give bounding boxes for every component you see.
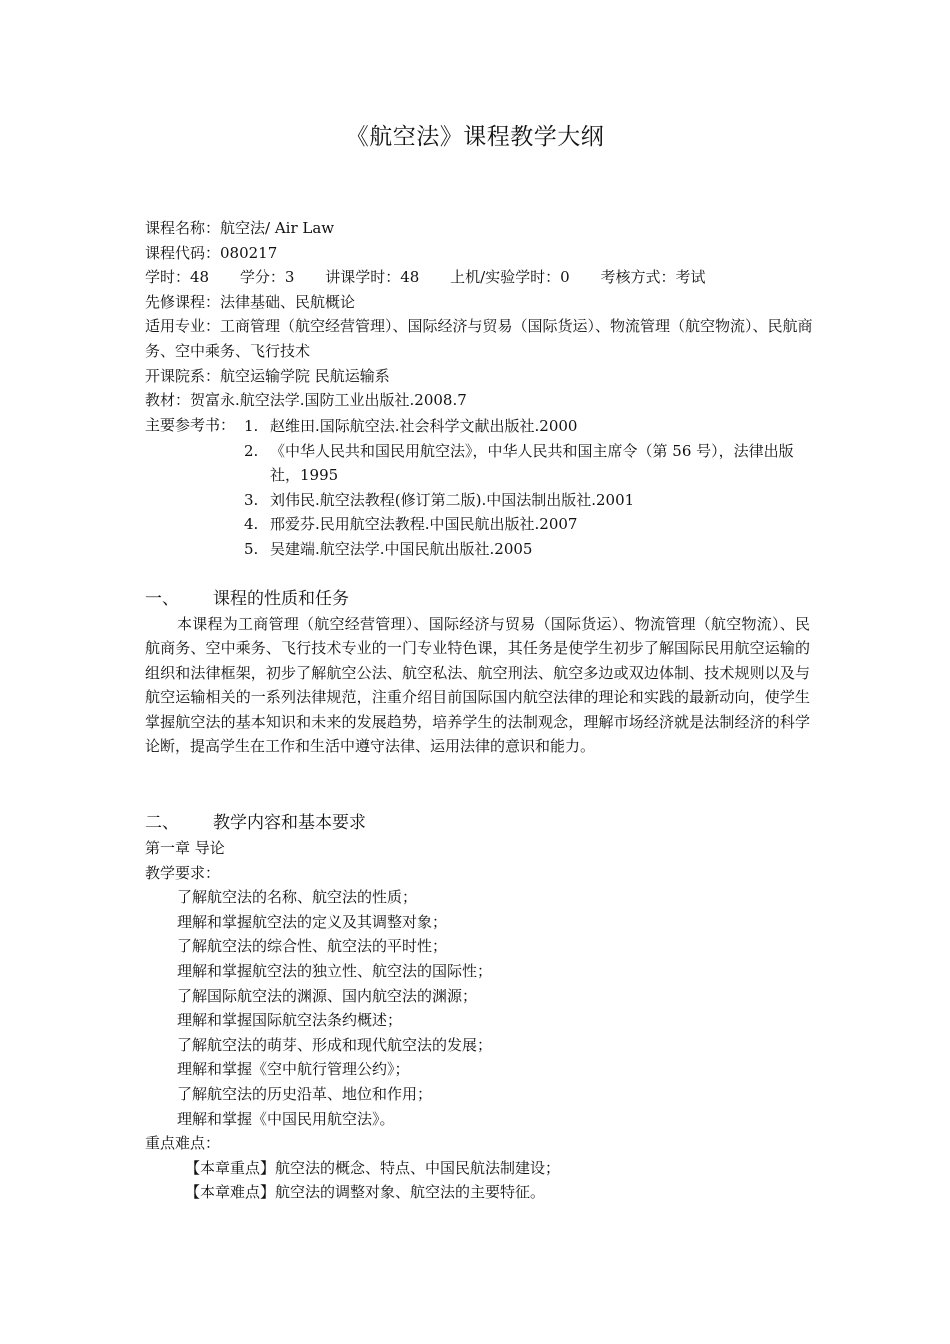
section-body: 本课程为工商管理（航空经营管理）、国际经济与贸易（国际货运）、物流管理（航空物流）、民航商务、空中乘务、飞行技术专业的一门专业特色课，其任务是使学生初步了解国际民用航空运输的组织和法律框架，初步了解航空公法、航空私法、航空刑法、航空多边或双边体制、技术规则以及与航空运输相关的一系列法律规范，注重介绍目前国际国内航空法律的理论和实践的最新动向，使学生掌握航空法的基本知识和未来的发展趋势，培养学生的法制观念，理解市场经济就是法制经济的科学论断，提高学生在工作和生活中遵守法律、运用法律的意识和能力。: [145, 615, 810, 756]
key-point-item: 【本章重点】航空法的概念、特点、中国民航法制建设；: [185, 1158, 561, 1177]
course-name: 课程名称：航空法/ Air Law: [145, 219, 335, 237]
key-points-label: 重点难点：: [145, 1134, 221, 1153]
reference-item: 2. 《中华人民共和国民用航空法》，中华人民共和国主席令（第 56 号），法律出版社，1995: [244, 441, 794, 485]
applicable-majors: 适用专业：工商管理（航空经营管理）、国际经济与贸易（国际货运）、物流管理（航空物流）、民航商务、空中乘务、飞行技术: [145, 317, 813, 360]
requirement-item: 理解和掌握《中国民用航空法》。: [177, 1109, 395, 1128]
key-point-item: 【本章难点】航空法的调整对象、航空法的主要特征。: [185, 1183, 546, 1202]
reference-item: 1. 赵维田.国际航空法.社会科学文献出版社.2000: [244, 417, 578, 435]
references-label: 主要参考书：: [145, 416, 236, 434]
requirement-item: 了解航空法的名称、航空法的性质；: [177, 888, 418, 907]
requirement-item: 理解和掌握国际航空法条约概述；: [177, 1011, 403, 1030]
references: [145, 414, 815, 562]
section-content: [145, 810, 810, 1205]
lab-hours: 上机/实验学时：0: [450, 268, 570, 287]
department: 开课院系：航空运输学院 民航运输系: [145, 366, 390, 385]
document-title: 《航空法》课程教学大纲: [345, 124, 605, 150]
section-heading: 二、 教学内容和基本要求: [145, 813, 366, 833]
course-info: [145, 216, 815, 413]
section-heading: 一、 课程的性质和任务: [145, 589, 349, 609]
requirements-label: 教学要求：: [145, 863, 221, 882]
exam-method: 考核方式：考试: [600, 268, 706, 287]
reference-item: 5. 吴建端.航空法学.中国民航出版社.2005: [244, 539, 533, 558]
prerequisites: 先修课程：法律基础、民航概论: [145, 292, 356, 311]
lecture-hours: 讲课学时：48: [325, 268, 420, 287]
credits: 学分：3: [239, 268, 295, 287]
hours-line: [145, 265, 815, 290]
reference-item: 4. 邢爱芬.民用航空法教程.中国民航出版社.2007: [244, 515, 578, 534]
chapter-title: 第一章 导论: [145, 839, 225, 857]
requirement-item: 了解国际航空法的渊源、国内航空法的渊源；: [177, 986, 478, 1005]
textbook: 教材：贺富永.航空法学.国防工业出版社.2008.7: [145, 391, 467, 410]
section-nature: [145, 586, 810, 758]
requirement-item: 理解和掌握航空法的定义及其调整对象；: [177, 912, 448, 931]
hours: 学时：48: [145, 268, 210, 287]
requirement-item: 了解航空法的历史沿革、地位和作用；: [177, 1084, 433, 1103]
course-code: 课程代码：080217: [145, 243, 278, 262]
requirement-item: 了解航空法的萌芽、形成和现代航空法的发展；: [177, 1035, 493, 1054]
requirement-item: 理解和掌握《空中航行管理公约》；: [177, 1060, 410, 1079]
requirement-item: 了解航空法的综合性、航空法的平时性；: [177, 937, 448, 956]
reference-item: 3. 刘伟民.航空法教程(修订第二版).中国法制出版社.2001: [244, 490, 635, 509]
requirement-item: 理解和掌握航空法的独立性、航空法的国际性；: [177, 961, 493, 980]
